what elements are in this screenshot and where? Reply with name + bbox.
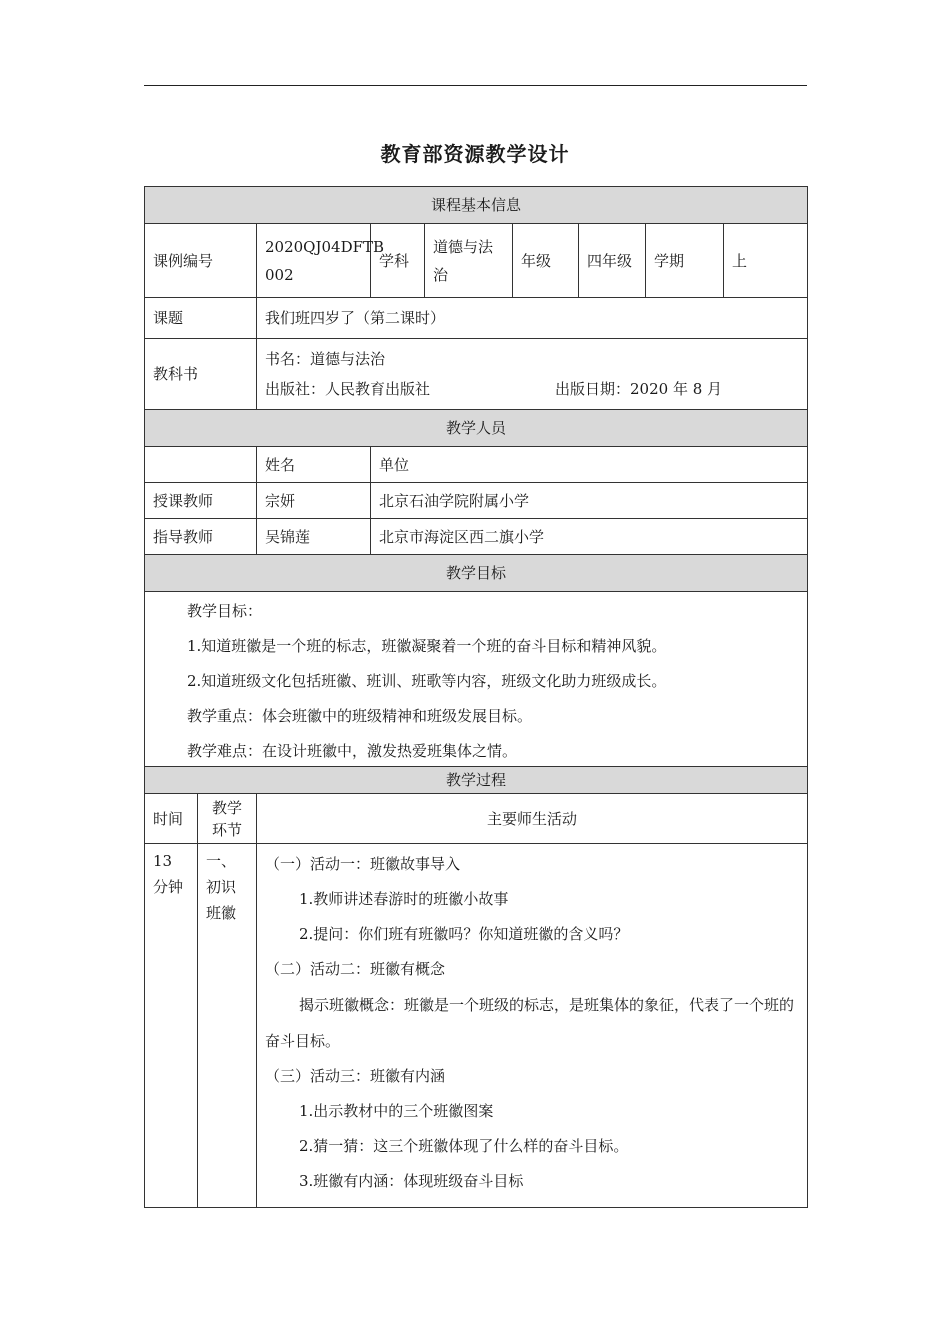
subject-label: 学科 xyxy=(371,224,425,298)
topic-value: 我们班四岁了（第二课时） xyxy=(257,298,808,339)
topic-row xyxy=(145,298,808,339)
activity-step: 1.出示教材中的三个班徽图案 xyxy=(299,1102,494,1120)
section-title: 教学人员 xyxy=(145,410,808,447)
case-value-line: 2020QJ04DFTB xyxy=(265,237,385,256)
staff-unit: 北京石油学院附属小学 xyxy=(371,483,808,519)
staff-name: 吴锦莲 xyxy=(257,519,371,555)
time-line: 13 xyxy=(153,852,173,870)
staff-unit: 北京市海淀区西二旗小学 xyxy=(371,519,808,555)
process-header-row xyxy=(145,794,808,844)
goal-line: 1.知道班徽是一个班的标志，班徽凝聚着一个班的奋斗目标和精神风貌。 xyxy=(187,637,667,655)
stage-header-line: 教学 xyxy=(211,798,242,817)
goals-content xyxy=(145,592,808,782)
subject-value-line: 治 xyxy=(433,265,449,284)
staff-role: 指导教师 xyxy=(145,519,257,555)
stage-line: 一、 xyxy=(206,852,237,870)
section-basic-info xyxy=(145,187,808,224)
activity-step: 2.提问：你们班有班徽吗？你知道班徽的含义吗？ xyxy=(299,925,629,943)
term-value: 上 xyxy=(724,224,808,298)
staff-name-header: 姓名 xyxy=(257,447,371,483)
textbook-row xyxy=(145,339,808,410)
activity-heading: （一）活动一：班徽故事导入 xyxy=(265,855,461,873)
time-line: 分钟 xyxy=(153,878,184,896)
goals-row xyxy=(145,592,808,782)
activity-heading: （三）活动三：班徽有内涵 xyxy=(265,1067,446,1085)
time-header: 时间 xyxy=(145,794,198,844)
case-label: 课例编号 xyxy=(145,224,257,298)
activity-step: 2.猜一猜：这三个班徽体现了什么样的奋斗目标。 xyxy=(299,1137,629,1155)
process-table xyxy=(144,766,808,1208)
lesson-design-table xyxy=(144,186,808,782)
process-row xyxy=(145,844,808,1208)
grade-label: 年级 xyxy=(513,224,579,298)
goal-line: 2.知道班级文化包括班徽、班训、班歌等内容，班级文化助力班级成长。 xyxy=(187,672,667,690)
activity-step: 1.教师讲述春游时的班徽小故事 xyxy=(299,890,509,908)
section-title: 教学目标 xyxy=(145,555,808,592)
grade-value: 四年级 xyxy=(579,224,646,298)
case-value-line: 002 xyxy=(265,265,294,284)
basic-info-row xyxy=(145,224,808,298)
staff-row xyxy=(145,519,808,555)
stage-cell xyxy=(198,844,257,1208)
publisher-line xyxy=(265,374,799,404)
activities-cell xyxy=(257,844,808,1208)
section-title: 教学过程 xyxy=(145,767,808,794)
staff-name: 宗妍 xyxy=(257,483,371,519)
stage-line: 初识 xyxy=(206,878,237,896)
textbook-info xyxy=(257,339,808,410)
header-rule xyxy=(144,85,807,86)
subject-value-line: 道德与法 xyxy=(433,237,494,256)
book-name: 书名：道德与法治 xyxy=(265,350,386,368)
staff-role-header xyxy=(145,447,257,483)
activity-header: 主要师生活动 xyxy=(257,794,808,844)
stage-header xyxy=(198,794,257,844)
goal-line: 教学难点：在设计班徽中，激发热爱班集体之情。 xyxy=(187,742,518,760)
section-title: 课程基本信息 xyxy=(145,187,808,224)
case-value xyxy=(257,224,385,298)
topic-label: 课题 xyxy=(145,298,257,339)
section-process xyxy=(145,767,808,794)
publisher: 出版社：人民教育出版社 xyxy=(265,380,431,398)
subject-value xyxy=(425,224,513,298)
term-label: 学期 xyxy=(646,224,724,298)
publish-date: 出版日期：2020 年 8 月 xyxy=(555,380,723,398)
time-cell xyxy=(145,844,198,1208)
section-staff xyxy=(145,410,808,447)
activity-heading: （二）活动二：班徽有概念 xyxy=(265,960,446,978)
stage-header-line: 环节 xyxy=(211,820,242,839)
goal-line: 教学重点：体会班徽中的班级精神和班级发展目标。 xyxy=(187,707,533,725)
textbook-label: 教科书 xyxy=(145,339,257,410)
activity-step: 3.班徽有内涵：体现班级奋斗目标 xyxy=(299,1172,524,1190)
staff-row xyxy=(145,483,808,519)
section-goals xyxy=(145,555,808,592)
goal-line: 教学目标： xyxy=(187,602,263,620)
staff-header-row xyxy=(145,447,808,483)
staff-unit-header: 单位 xyxy=(371,447,808,483)
document-title: 教育部资源教学设计 xyxy=(380,142,570,166)
activity-paragraph: 揭示班徽概念：班徽是一个班级的标志，是班集体的象征，代表了一个班的奋斗目标。 xyxy=(265,996,795,1050)
staff-role: 授课教师 xyxy=(145,483,257,519)
stage-line: 班徽 xyxy=(206,904,237,922)
